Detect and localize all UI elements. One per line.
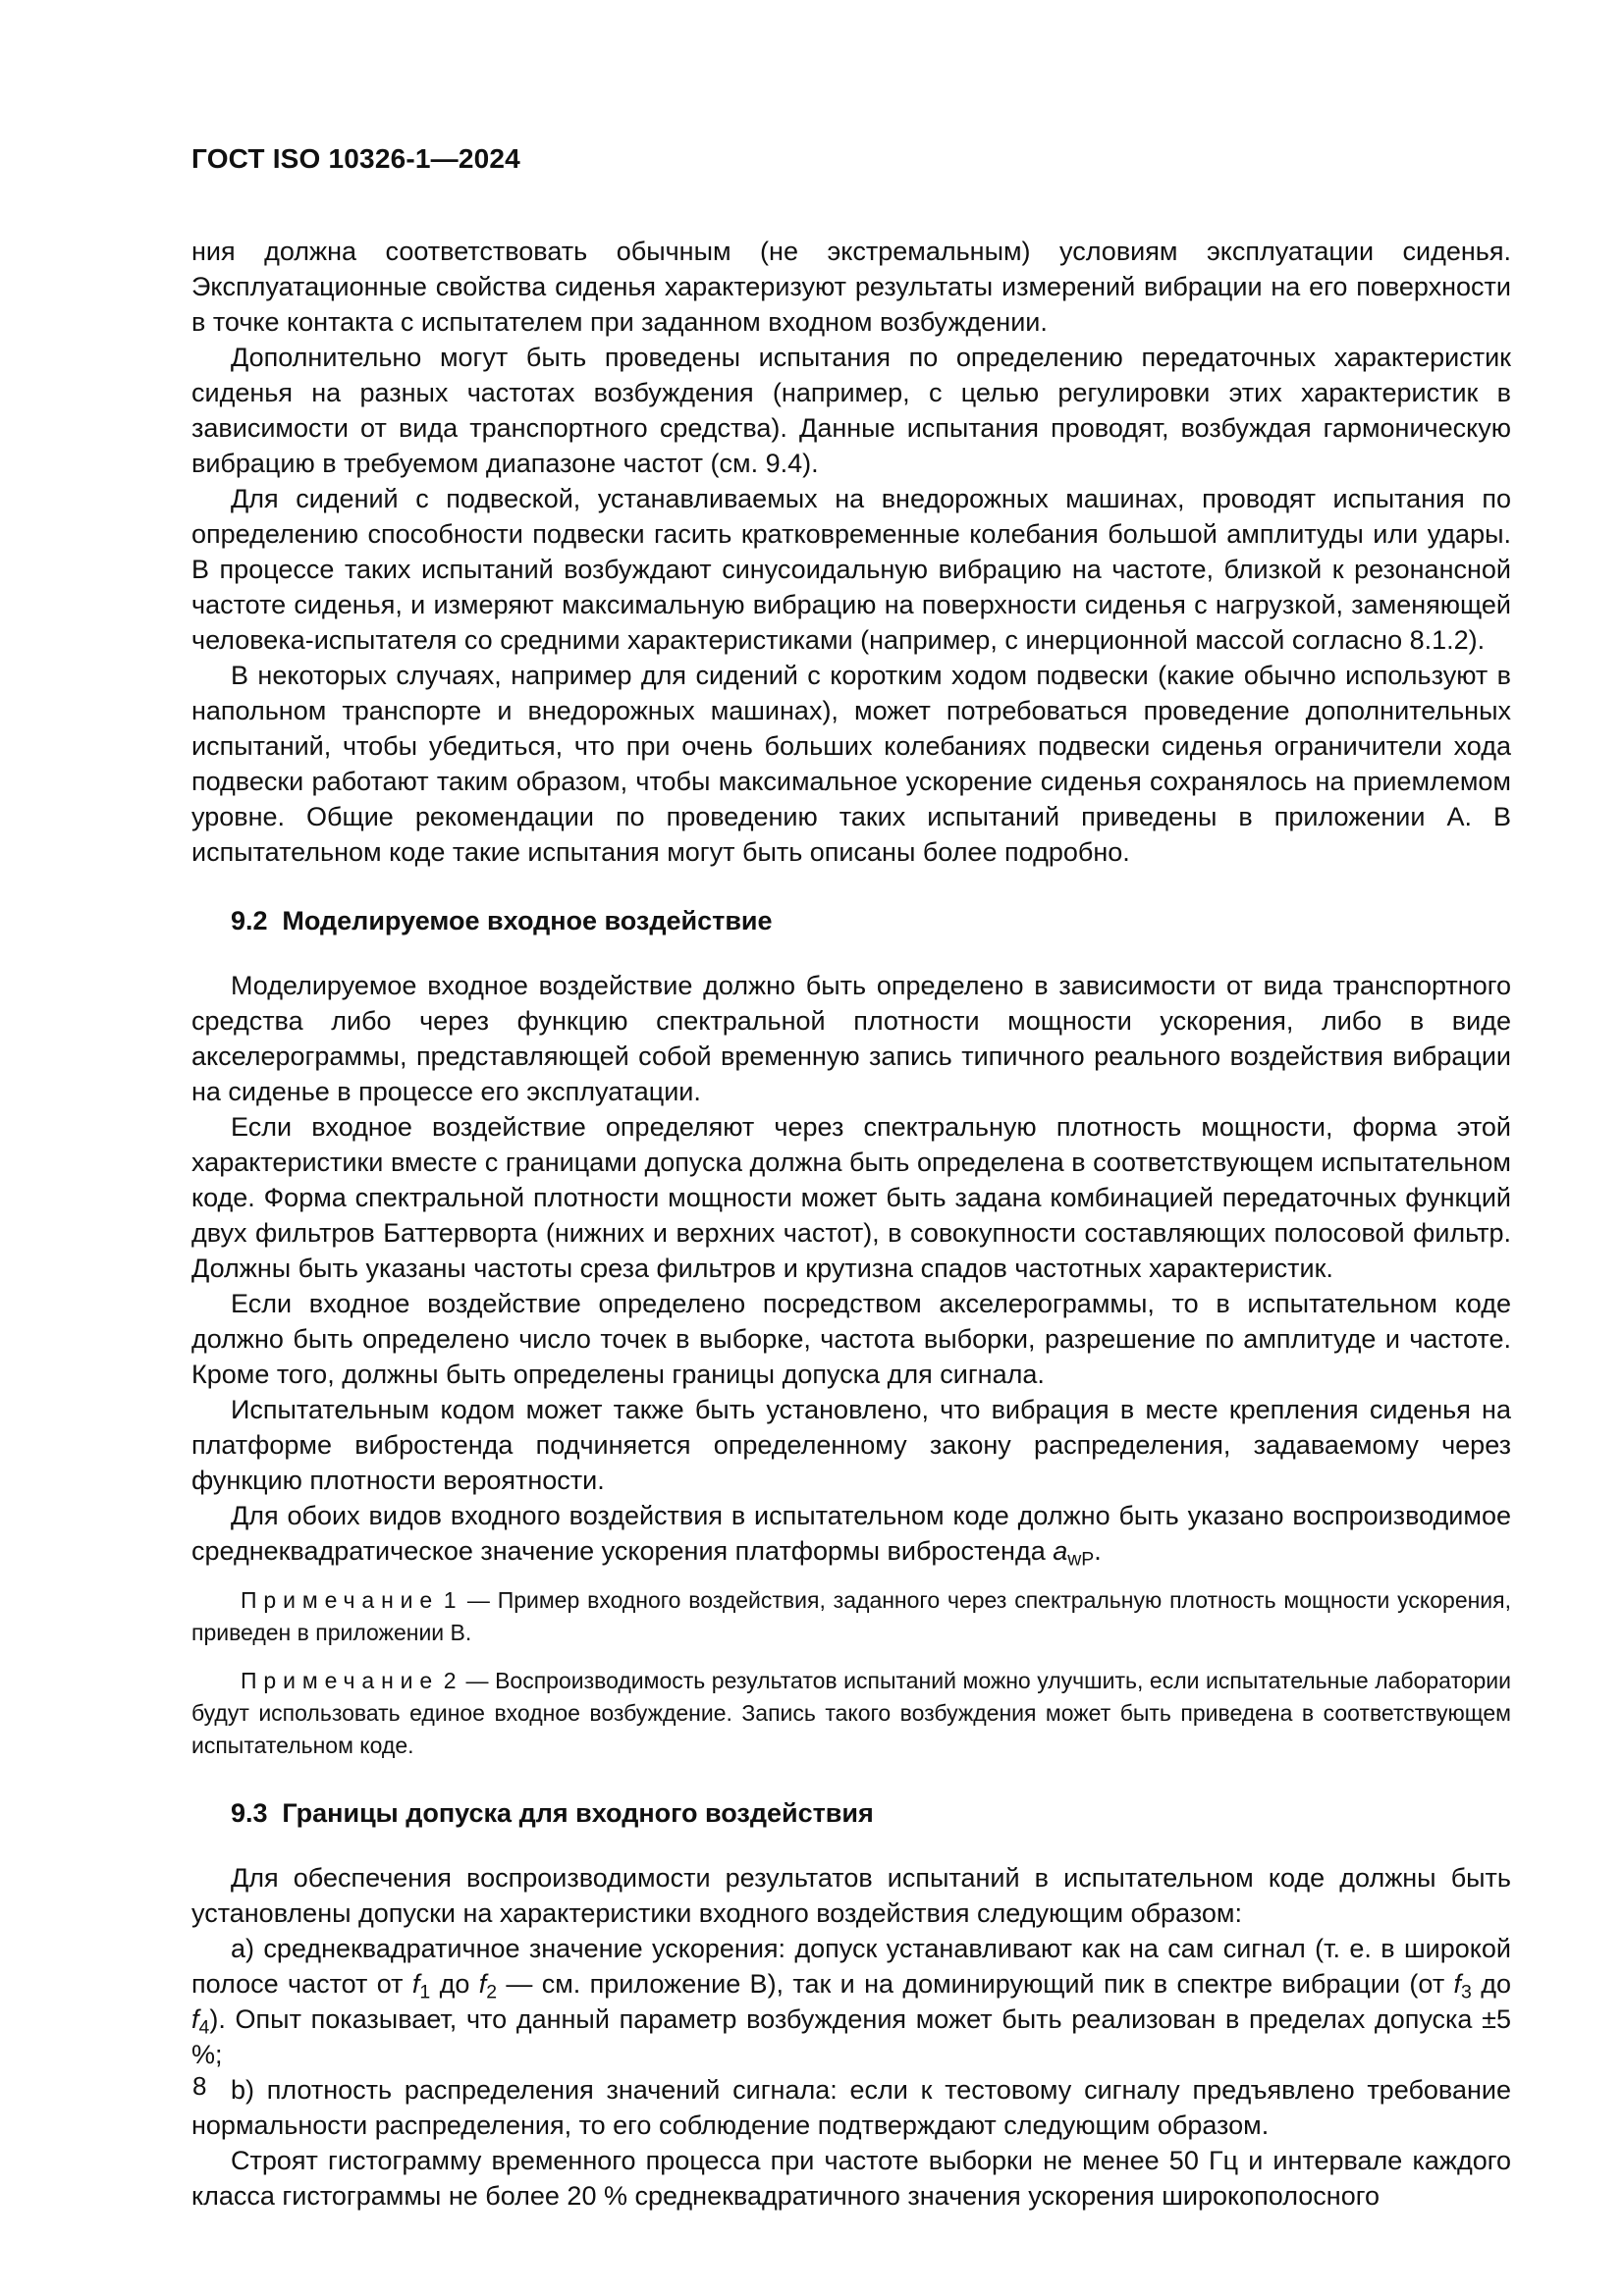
note-text: Пример входного воздействия, заданного через спектральную плотность мощности ускорения, приведен в приложении В. <box>191 1587 1512 1645</box>
note-number: 1 <box>443 1587 457 1613</box>
paragraph-with-formula <box>191 1498 1511 1569</box>
paragraph: Для сидений с подвеской, устанавливаемых на внедорожных машинах, проводят испытания по определению способности подвески гасить кратковременные колебания большой амплитуды или удары. В процессе таких испытаний возбуждают синусоидальную вибрацию на частоте, близкой к резонансной частоте сиденья, и измеряют максимальную вибрацию на поверхности сиденья с нагрузкой, заменяющей человека-испытателя со средними характеристиками (например, с инерционной массой согласно 8.1.2). <box>191 484 1511 655</box>
heading-title: Границы допуска для входного воздействия <box>282 1798 874 1828</box>
paragraph: Моделируемое входное воздействие должно быть определено в зависимости от вида транспортного средства либо через функцию спектральной плотности мощности ускорения, либо в виде акселерограммы, представляющей собой временную запись типичного реального воздействия вибрации на сиденье в процессе его эксплуатации. <box>191 971 1511 1106</box>
variable-f1: f <box>411 1969 420 1999</box>
variable-f4: f <box>191 2004 199 2034</box>
item-text: ). Опыт показывает, что данный параметр возбуждения может быть реализован в пределах допуска ±5 %; <box>191 2004 1511 2069</box>
variable-subscript: 4 <box>198 2016 210 2039</box>
heading-number: 9.3 <box>231 1798 268 1828</box>
paragraph-text: Для обоих видов входного воздействия в испытательном коде должно быть указано воспроизводимое среднеквадратическое значение ускорения платформы вибростенда <box>191 1501 1511 1566</box>
list-item-b: b) плотность распределения значений сигнала: если к тестовому сигналу предъявлено требование нормальности распределения, то его соблюдение подтверждают следующим образом. <box>191 2075 1511 2140</box>
variable-subscript: wP <box>1067 1548 1095 1571</box>
paragraph-continuation: ния должна соответствовать обычным (не экстремальным) условиям эксплуатации сиденья. Эксплуатационные свойства сиденья характеризуют результаты измерений вибрации на его поверхности в точке контакта с испытателем при заданном входном возбуждении. <box>191 237 1511 337</box>
section-heading-9-3 <box>231 1795 1511 1831</box>
paragraph: Если входное воздействие определено посредством акселерограммы, то в испытательном коде должно быть определено число точек в выборке, частота выборки, разрешение по амплитуде и частоте. Кроме того, должны быть определены границы допуска для сигнала. <box>191 1289 1511 1389</box>
note-2 <box>191 1665 1511 1762</box>
item-text: до <box>430 1969 479 1999</box>
paragraph: Если входное воздействие определяют через спектральную плотность мощности, форма этой характеристики вместе с границами допуска должна быть определена в соответствующем испытательном коде. Форма спектральной плотности мощности может быть задана комбинацией передаточных функций двух фильтров Баттерворта (нижних и верхних частот), в совокупности составляющих полосовой фильтр. Должны быть указаны частоты среза фильтров и крутизна спадов частотных характеристик. <box>191 1112 1511 1283</box>
heading-title: Моделируемое входное воздействие <box>282 906 773 935</box>
note-dash: — <box>466 1587 490 1613</box>
variable-subscript: 3 <box>1461 1981 1472 2003</box>
variable-f2: f <box>478 1969 487 1999</box>
variable-a-wp: a <box>1053 1536 1068 1566</box>
item-text: a) среднеквадратичное значение ускорения: допуск устанавливают как на сам сигнал (т. е. в широкой полосе частот от <box>191 1934 1511 1999</box>
page-number: 8 <box>192 2071 207 2101</box>
note-text: Воспроизводимость результатов испытаний можно улучшить, если испытательные лаборатории будут использовать единое входное возбуждение. Запись такого возбуждения может быть приведена в соответствующем испытательном коде. <box>191 1668 1511 1758</box>
variable-subscript: 2 <box>486 1981 498 2003</box>
note-dash: — <box>465 1668 489 1693</box>
variable-f3: f <box>1453 1969 1462 1999</box>
paragraph: В некоторых случаях, например для сидений с коротким ходом подвески (какие обычно используют в напольном транспорте и внедорожных машинах), может потребоваться проведение дополнительных испытаний, чтобы убедиться, что при очень больших колебаниях подвески сиденья ограничители хода подвески работают таким образом, чтобы максимальное ускорение сиденья сохранялось на приемлемом уровне. Общие рекомендации по проведению таких испытаний приведены в приложении А. В испытательном коде такие испытания могут быть описаны более подробно. <box>191 661 1511 867</box>
paragraph: Дополнительно могут быть проведены испытания по определению передаточных характеристик сиденья на разных частотах возбуждения (например, с целью регулировки этих характеристик в зависимости от вида транспортного средства). Данные испытания проводят, возбуждая гармоническую вибрацию в требуемом диапазоне частот (см. 9.4). <box>191 343 1511 478</box>
paragraph: Для обеспечения воспроизводимости результатов испытаний в испытательном коде должны быть установлены допуски на характеристики входного воздействия следующим образом: <box>191 1863 1511 1928</box>
paragraph: Испытательным кодом может также быть установлено, что вибрация в месте крепления сиденья на платформе вибростенда подчиняется определенному закону распределения, задаваемому через функцию плотности вероятности. <box>191 1395 1511 1495</box>
paragraph: Строят гистограмму временного процесса при частоте выборки не менее 50 Гц и интервале каждого класса гистограммы не более 20 % среднеквадратичного значения ускорения широкополосного <box>191 2146 1511 2211</box>
variable-subscript: 1 <box>419 1981 431 2003</box>
paragraph-text: . <box>1094 1536 1102 1566</box>
running-header <box>191 143 520 175</box>
heading-number: 9.2 <box>231 906 268 935</box>
note-label: Примечание <box>241 1587 440 1613</box>
section-heading-9-2 <box>231 903 1511 938</box>
note-label: Примечание <box>241 1668 440 1693</box>
document-body <box>191 234 1511 2214</box>
item-text: до <box>1471 1969 1511 1999</box>
list-item-a <box>191 1931 1511 2072</box>
note-1 <box>191 1584 1511 1649</box>
standard-designation: ГОСТ ISO 10326-1—2024 <box>191 143 520 174</box>
item-text: — см. приложение В), так и на доминирующий пик в спектре вибрации (от <box>497 1969 1454 1999</box>
note-number: 2 <box>443 1668 457 1693</box>
